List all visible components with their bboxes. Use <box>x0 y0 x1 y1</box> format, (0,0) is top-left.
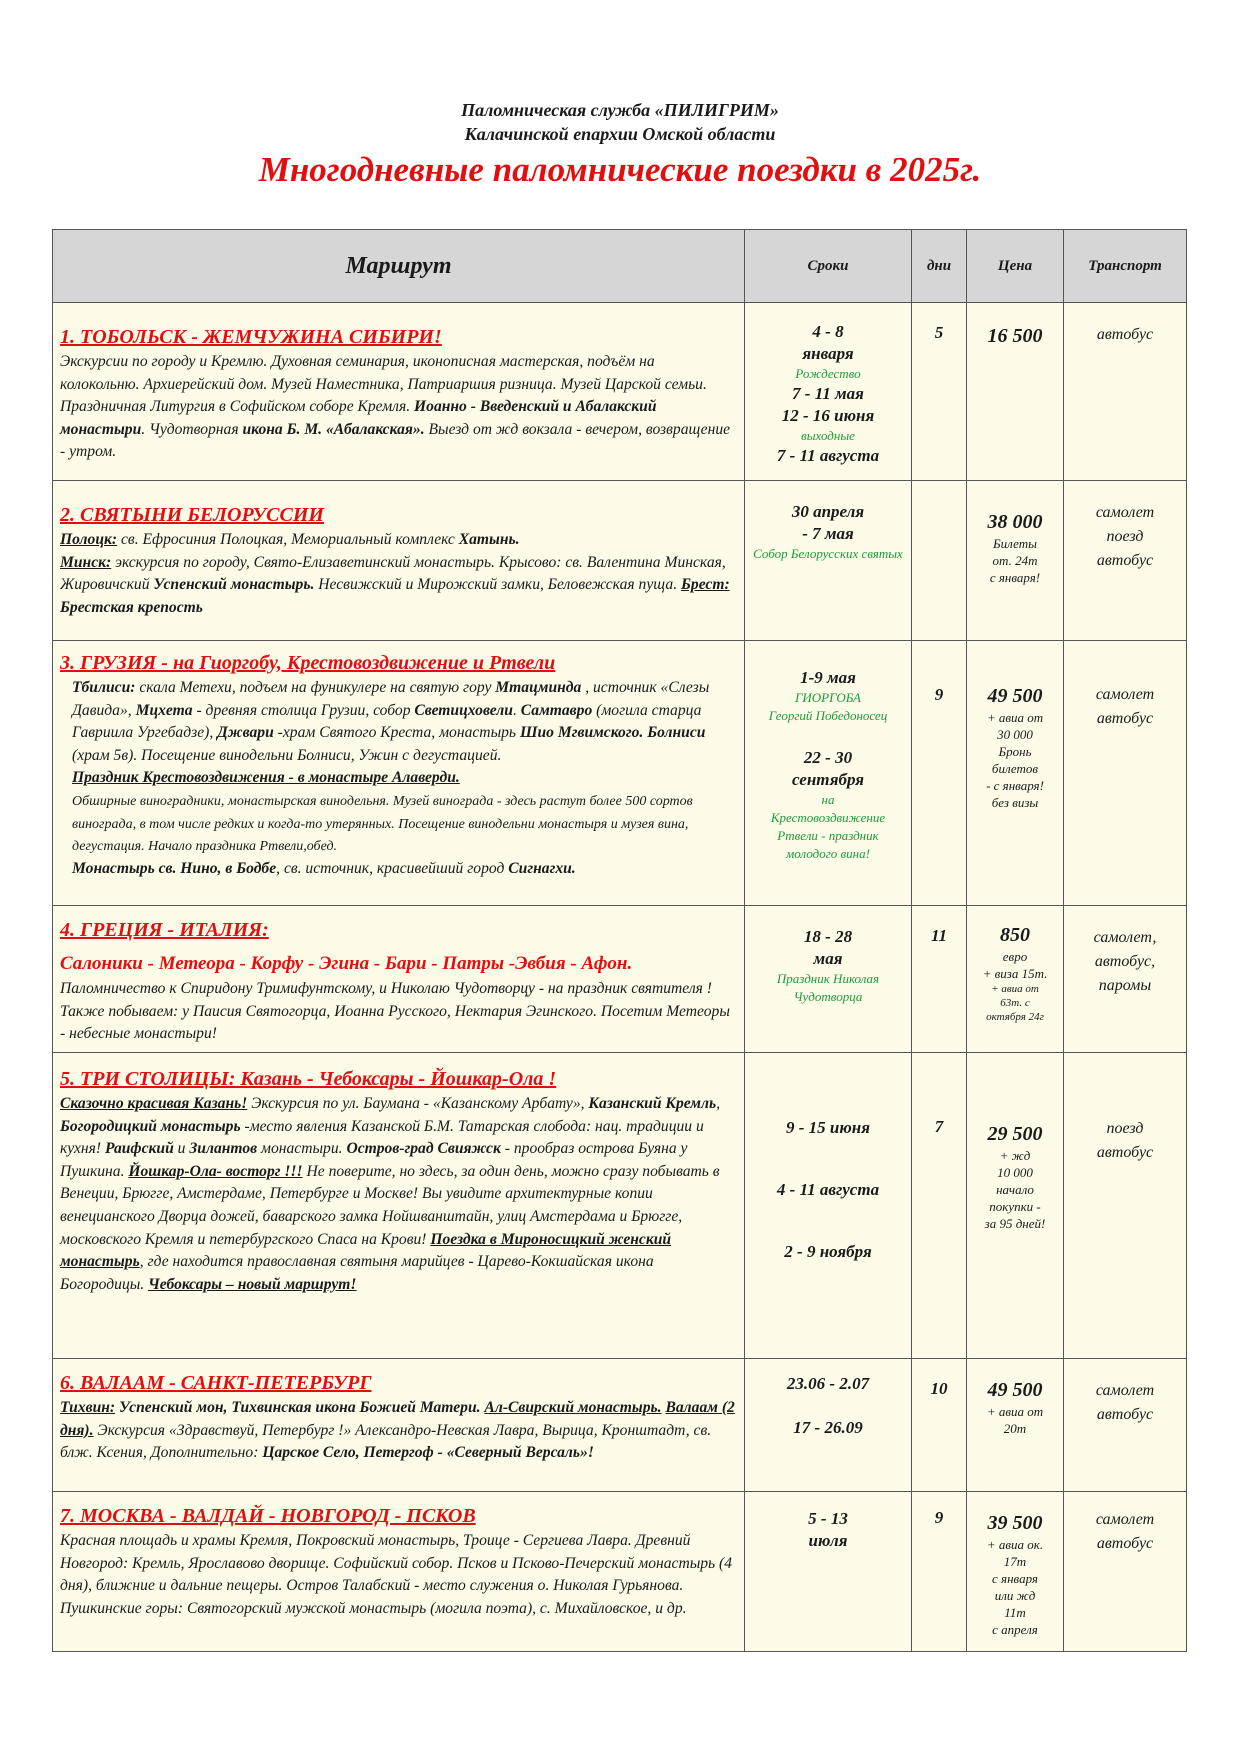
route-title: 6. ВАЛААМ - САНКТ-ПЕТЕРБУРГ <box>60 1372 372 1394</box>
price-note: или жд <box>994 1588 1036 1603</box>
transport-value: автобус <box>1096 1144 1154 1161</box>
dates-cell <box>745 481 912 641</box>
days-value: 7 <box>934 1117 944 1136</box>
route-text: . Чудотворная <box>141 420 243 438</box>
transport-cell <box>1064 1053 1187 1359</box>
route-cell <box>53 481 745 641</box>
page-header <box>0 98 1240 192</box>
trips-table <box>52 229 1187 1652</box>
route-text: Красная площадь и храмы Кремля, Покровский монастырь, Троице - Сергиева Лавра. Древний Новгород: Кремль, Ярославово дворище. Софийский собор. Псков и Псково-Печерский монастырь (4 дня), ближние и дальние пещеры. Остров Талабский - место служения о. Николая Гурьянова. Пушкинские горы: Святогорский мужской монастырь (могила поэта), с. Михайловское, и др. <box>60 1532 733 1617</box>
days-cell <box>912 1359 967 1492</box>
days-cell <box>912 481 967 641</box>
date-text: 7 - 11 мая <box>792 384 864 403</box>
route-cell <box>53 1359 745 1492</box>
col-price: Цена <box>967 230 1064 303</box>
transport-cell <box>1064 1359 1187 1492</box>
route-title: 1. ТОБОЛЬСК - ЖЕМЧУЖИНА СИБИРИ! <box>60 326 442 348</box>
transport-cell <box>1064 641 1187 906</box>
price-note: без визы <box>991 795 1039 810</box>
date-note: Георгий Победоносец <box>768 708 888 723</box>
route-text: Обширные виноградники, монастырская винодельня. Музей винограда - здесь растут более 500 сортов винограда, в том числе редких и когда-то утерянных. Посещение винодельни монастыря и музея вина, дегустация. Начало праздника Ртвели,обед. <box>72 793 693 855</box>
date-text: 30 апреля <box>791 502 865 521</box>
route-cell <box>53 641 745 906</box>
price-note: билетов <box>991 761 1039 776</box>
page-title: Многодневные паломнические поездки в 2025г. <box>258 150 982 189</box>
route-text: Ал-Свирский монастырь. <box>484 1399 662 1416</box>
route-title: 4. ГРЕЦИЯ - ИТАЛИЯ: <box>60 919 269 941</box>
route-text: Шио Мгвимского. <box>519 724 644 742</box>
route-text: - древняя столица Грузии, собор <box>192 701 415 719</box>
route-title: 5. ТРИ СТОЛИЦЫ: Казань - Чебоксары - Йошкар-Ола ! <box>60 1068 557 1090</box>
route-text: Тбилиси: <box>72 679 136 696</box>
col-route: Маршрут <box>53 230 745 303</box>
date-note: Ртвели - праздник <box>777 828 879 843</box>
price-value: 16 500 <box>987 325 1043 347</box>
price-note: от. 24т <box>992 553 1038 568</box>
table-row <box>53 1053 1187 1359</box>
route-text: Остров-град Свияжск <box>346 1140 501 1158</box>
date-note: Собор Белорусских святых <box>753 546 903 561</box>
route-cell <box>53 1492 745 1652</box>
table-row <box>53 641 1187 906</box>
route-text: Выезд от жд вокзала - вечером, возвращение - утром. <box>60 420 731 461</box>
transport-value: самолет <box>1095 686 1155 703</box>
route-text: Брест: <box>681 576 730 594</box>
table-row <box>53 906 1187 1053</box>
price-note: + авиа от <box>991 983 1039 995</box>
price-note: евро <box>1002 949 1028 964</box>
transport-value: самолет <box>1095 1382 1155 1399</box>
price-note: покупки - <box>989 1199 1041 1214</box>
table-row <box>53 1359 1187 1492</box>
route-text: Йошкар-Ола- восторг !!! <box>128 1162 303 1180</box>
price-note: с января! <box>989 570 1041 585</box>
route-text: Успенский мон, Тихвинская икона Божией Матери. <box>115 1399 485 1416</box>
transport-cell <box>1064 906 1187 1053</box>
org-name: Паломническая служба «ПИЛИГРИМ» <box>461 100 779 120</box>
price-note: + авиа ок. <box>986 1537 1044 1552</box>
date-text: 1-9 мая <box>800 668 856 687</box>
date-text: мая <box>813 949 843 968</box>
price-note: + авиа от <box>986 1404 1044 1419</box>
days-cell <box>912 1492 967 1652</box>
route-text: -место явления Казанской Б.М. Татарская слобода: нац. традиции и кухня! <box>60 1117 704 1158</box>
price-cell <box>967 303 1064 481</box>
route-text: -храм Святого Креста, монастырь <box>273 724 520 742</box>
route-text: , источник «Слезы Давида», <box>72 679 710 719</box>
route-text: (могила старца Гавриила Ургебадзе), <box>72 701 702 742</box>
table-row <box>53 481 1187 641</box>
route-cell <box>53 303 745 481</box>
route-text: Брестская крепость <box>60 598 203 616</box>
route-text: Полоцк: <box>60 531 118 548</box>
days-value: 9 <box>934 685 944 704</box>
col-transport: Транспорт <box>1064 230 1187 303</box>
price-note: с апреля <box>992 1622 1038 1637</box>
price-note: 11т <box>1004 1605 1026 1620</box>
date-text: января <box>802 344 854 363</box>
table-row <box>53 1492 1187 1652</box>
transport-value: самолет, <box>1093 929 1157 946</box>
date-note: молодого вина! <box>786 846 870 861</box>
col-days: дни <box>912 230 967 303</box>
dates-cell <box>745 1053 912 1359</box>
price-value: 39 500 <box>987 1512 1043 1534</box>
days-cell <box>912 303 967 481</box>
transport-cell <box>1064 303 1187 481</box>
route-text: монастыри. <box>257 1140 347 1158</box>
transport-value: поезд <box>1106 528 1144 545</box>
date-note: на <box>821 792 835 807</box>
transport-value: самолет <box>1095 504 1155 521</box>
route-text: Чебоксары – новый маршрут! <box>148 1275 357 1293</box>
transport-cell <box>1064 1492 1187 1652</box>
price-note: 17т <box>1003 1554 1027 1569</box>
price-cell <box>967 1492 1064 1652</box>
date-text: 12 - 16 июня <box>781 406 875 425</box>
price-note: октября 24г <box>986 1011 1044 1023</box>
route-text: Зилантов <box>189 1140 258 1158</box>
transport-value: автобус <box>1096 552 1154 569</box>
price-value: 49 500 <box>987 685 1043 707</box>
route-text: Валаам (2 дня). <box>60 1399 735 1439</box>
days-value: 9 <box>934 1508 944 1527</box>
price-cell <box>967 1359 1064 1492</box>
dates-cell <box>745 641 912 906</box>
route-text: Хатынь. <box>458 531 520 548</box>
date-note: Крестовоздвижение <box>770 810 886 825</box>
route-text: Экскурсия по ул. Баумана - «Казанскому Арбату», <box>247 1095 589 1112</box>
route-text: Поездка в Мироносицкий женский монастырь <box>60 1230 672 1271</box>
transport-value: самолет <box>1095 1511 1155 1528</box>
transport-value: автобус <box>1096 1535 1154 1552</box>
date-text: 18 - 28 <box>803 927 853 946</box>
dates-cell <box>745 1492 912 1652</box>
price-cell <box>967 481 1064 641</box>
route-text: Мтацминда <box>495 679 582 696</box>
route-text: Экскурсия «Здравствуй, Петербург !» Александро-Невская Лавра, Вырица, Кронштадт, св. блж. Ксения, Дополнительно: <box>60 1421 712 1462</box>
route-text: скала Метехи, подъем на фуникулере на святую гору <box>135 679 496 696</box>
route-text: - прообраз острова Буяна у Пушкина. <box>60 1140 688 1180</box>
dates-cell <box>745 1359 912 1492</box>
route-text: Сказочно красивая Казань! <box>60 1095 248 1112</box>
days-value: 5 <box>934 323 944 342</box>
price-note: + авиа от <box>986 710 1044 725</box>
price-note: Бронь <box>998 744 1032 759</box>
route-text: Самтавро <box>520 701 593 719</box>
date-text: 5 - 13 <box>808 1509 848 1528</box>
route-text: Казанский Кремль <box>588 1095 717 1112</box>
route-text: Монастырь св. Нино, в Бодбе <box>72 859 277 877</box>
date-text: сентября <box>791 770 864 789</box>
date-text: 9 - 15 июня <box>786 1118 870 1137</box>
price-cell <box>967 641 1064 906</box>
date-text: 22 - 30 <box>803 748 853 767</box>
price-value: 29 500 <box>987 1123 1043 1145</box>
date-text: 2 - 9 ноября <box>784 1242 872 1261</box>
price-note: + виза 15т. <box>982 966 1048 981</box>
route-cell <box>53 1053 745 1359</box>
price-cell <box>967 1053 1064 1359</box>
route-text: икона Б. М. «Абалакская». <box>242 420 425 438</box>
route-text: , где находится православная святыня марийцев - Царево-Кокшайская икона Богородицы. <box>60 1253 654 1293</box>
route-cities: Салоники - Метеора - Корфу - Эгина - Бари - Патры -Эвбия - Афон. <box>60 953 633 974</box>
price-note: с января <box>992 1571 1038 1586</box>
route-text: . <box>512 701 521 719</box>
route-text: Сигнагхи. <box>508 859 576 877</box>
date-text: - 7 мая <box>802 524 854 543</box>
transport-value: автобус, <box>1094 953 1156 970</box>
days-cell <box>912 906 967 1053</box>
route-title: 7. МОСКВА - ВАЛДАЙ - НОВГОРОД - ПСКОВ <box>60 1505 476 1527</box>
route-cell <box>53 906 745 1053</box>
date-text: 4 - 11 августа <box>776 1180 880 1199</box>
date-note: Праздник Николая Чудотворца <box>776 971 880 1004</box>
price-note: 30 000 <box>997 727 1033 742</box>
route-text: Экскурсии по городу и Кремлю. Духовная семинария, иконописная мастерская, подъём на колокольню. Архиерейский дом. Музей Наместника, Патриаршия ризница. Музей Царской семьи. Праздничная Литургия в Софийском соборе Кремля. <box>60 353 707 416</box>
route-text: экскурсия по городу, Свято-Елизаветинский монастырь. Крысово: св. Валентина Минская, Жировичский <box>60 553 726 594</box>
table-row <box>53 303 1187 481</box>
price-note: начало <box>996 1182 1034 1197</box>
price-value: 49 500 <box>987 1379 1043 1401</box>
route-text: , св. источник, красивейший город <box>276 859 509 877</box>
route-text: Тихвин: <box>60 1399 116 1416</box>
transport-value: автобус <box>1096 710 1154 727</box>
transport-value: автобус <box>1096 326 1154 343</box>
price-note: 10 000 <box>997 1165 1033 1180</box>
route-text: Паломничество к Спиридону Тримифунтскому, и Николаю Чудотворцу - на праздник святителя ! Также побываем: у Паисия Святогорца, Иоанна Русского, Нектария Эгинского. Посетим Метеоры - небесные монастыри! <box>60 980 730 1043</box>
route-text: Минск: <box>60 553 112 571</box>
date-note: Рождество <box>795 366 861 381</box>
route-text: Царское Село, Петергоф - «Северный Версаль»! <box>262 1444 594 1462</box>
route-text: св. Ефросиния Полоцкая, Мемориальный комплекс <box>117 531 459 548</box>
route-text: Богородицкий монастырь <box>60 1117 241 1135</box>
diocese-name: Калачинской епархии Омской области <box>464 124 776 144</box>
col-dates: Сроки <box>745 230 912 303</box>
route-title: 3. ГРУЗИЯ - на Гиоргобу, Крестовоздвижение и Ртвели <box>60 652 556 674</box>
date-note: ГИОРГОБА <box>795 690 861 705</box>
date-text: 7 - 11 августа <box>776 446 880 465</box>
date-text: 17 - 26.09 <box>793 1418 863 1437</box>
route-text: (храм 5в). Посещение винодельни Болниси, Ужин с дегустацией. <box>72 746 502 764</box>
transport-value: поезд <box>1106 1120 1144 1137</box>
route-text: Несвижский и Мирожский замки, Беловежская пуща. <box>314 576 681 594</box>
price-note: 20т <box>1003 1421 1027 1436</box>
route-text: Успенский монастырь. <box>153 576 315 594</box>
route-text: Болниси <box>647 724 706 742</box>
days-cell <box>912 641 967 906</box>
route-title: 2. СВЯТЫНИ БЕЛОРУССИИ <box>60 504 324 526</box>
date-text: июля <box>808 1531 848 1550</box>
price-value: 850 <box>1000 924 1030 946</box>
table-header-row <box>53 230 1187 303</box>
date-note: выходные <box>801 428 855 443</box>
price-value: 38 000 <box>987 511 1043 533</box>
price-note: Билеты <box>993 536 1037 551</box>
price-note: 63т. с <box>1000 997 1030 1009</box>
transport-value: паромы <box>1098 977 1152 994</box>
days-value: 11 <box>930 926 948 945</box>
dates-cell <box>745 303 912 481</box>
route-text: и <box>173 1140 190 1158</box>
days-value: 10 <box>930 1379 948 1398</box>
date-text: 4 - 8 <box>812 322 844 341</box>
route-text: Мцхета <box>135 701 193 719</box>
price-note: + жд <box>999 1148 1031 1163</box>
route-text: Светицховели <box>414 701 513 719</box>
transport-value: автобус <box>1096 1406 1154 1423</box>
route-text: Джвари <box>217 724 274 742</box>
route-text: , <box>716 1095 721 1112</box>
days-cell <box>912 1053 967 1359</box>
price-note: за 95 дней! <box>984 1216 1046 1231</box>
route-text: Иоанно - Введенский и Абалакский монастыри <box>60 398 657 438</box>
transport-cell <box>1064 481 1187 641</box>
route-text: Не поверите, но здесь, за один день, можно сразу побывать в Венеции, Брюгге, Амстердаме, Петербурге и Москве! Вы увидите архитектурные копии венецианского Дворца дожей, баварского замка Нойшванштайн, улиц Амстердама и Брюгге, московского Кремля и петербургского Спаса на Крови! <box>60 1162 720 1248</box>
dates-cell <box>745 906 912 1053</box>
date-text: 23.06 - 2.07 <box>786 1374 870 1393</box>
route-text: Раифский <box>105 1140 174 1158</box>
price-cell <box>967 906 1064 1053</box>
price-note: - с января! <box>986 778 1044 793</box>
route-text: Праздник Крестовоздвижения - в монастыре Алаверди. <box>72 769 460 787</box>
